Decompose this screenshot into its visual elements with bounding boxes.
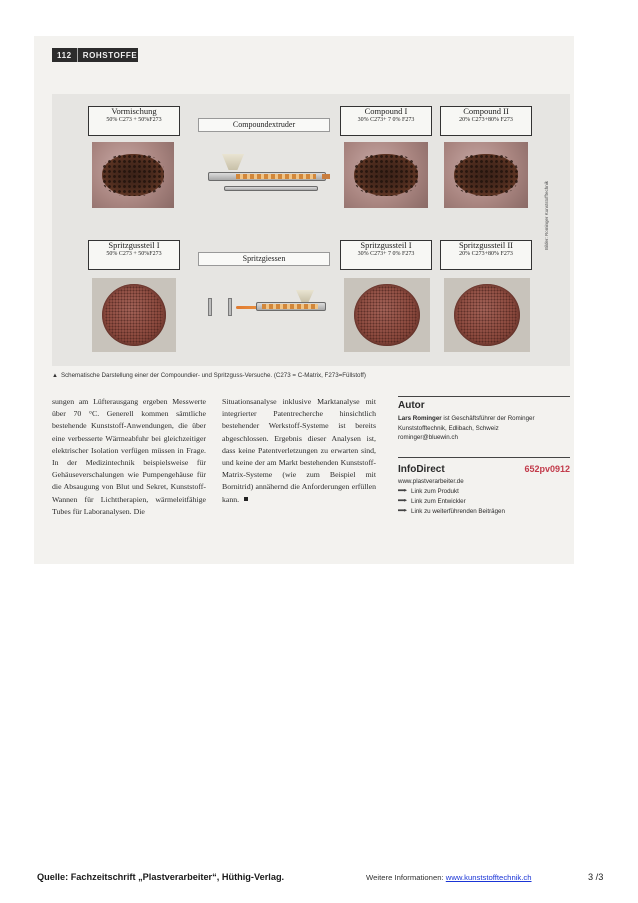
spritzguss1-label — [88, 240, 180, 270]
pellets-photo-compound1 — [344, 142, 428, 208]
spritzguss2-label — [440, 240, 532, 270]
arrow-icon — [398, 499, 407, 502]
link-item: Link zu weiterführenden Beiträgen — [398, 507, 570, 517]
spritzguss1b-sub: 30% C273+ 7 0% F273 — [357, 250, 415, 257]
vormischung-sub: 50% C273 + 50%F273 — [106, 116, 162, 123]
more-info-link[interactable]: www.kunststofftechnik.ch — [445, 873, 532, 882]
process-figure — [52, 94, 570, 366]
scanned-page — [34, 36, 574, 564]
figure-caption — [52, 372, 572, 379]
body-column-2 — [222, 396, 376, 506]
pellets-photo-vormischung — [92, 142, 174, 208]
triangle-icon: ▲ — [52, 373, 58, 379]
link-item: Link zum Entwickler — [398, 497, 570, 507]
link-item: Link zum Produkt — [398, 487, 570, 497]
spritzguss1b-title: Spritzgussteil I — [360, 240, 412, 250]
compound2-sub: 20% C273+80% F273 — [459, 116, 513, 123]
author-heading: Autor — [398, 400, 425, 411]
body-column-1 — [52, 396, 206, 518]
spritzguss1-title: Spritzgussteil I — [108, 240, 160, 250]
image-credit: Bilder: Rominger Kunststofftechnik — [544, 181, 549, 250]
infodirect-site: www.plastverarbeiter.de — [398, 477, 464, 485]
author-description: ist Geschäftsführer der Rominger Kunststofftechnik, Edlibach, Schweiz — [398, 415, 535, 432]
vormischung-title: Vormischung — [111, 106, 157, 116]
compound1-label — [340, 106, 432, 136]
sidebar-box — [398, 396, 570, 517]
page-number: 112 — [52, 48, 78, 62]
arrow-icon — [398, 489, 407, 492]
injection-machine-drawing — [202, 290, 332, 340]
author-name: Lars Rominger — [398, 415, 442, 422]
compound1-title: Compound I — [364, 106, 408, 116]
spritzguss1-sub: 50% C273 + 50%F273 — [106, 250, 162, 257]
author-bio — [398, 414, 570, 443]
more-info-label: Weitere Informationen: — [366, 873, 444, 882]
page-footer — [0, 869, 638, 887]
spritzguss2-title: Spritzgussteil II — [458, 240, 514, 250]
page-indicator: 3 /3 — [588, 872, 604, 882]
compound2-label — [440, 106, 532, 136]
author-email: rominger@bluewin.ch — [398, 434, 458, 442]
disc-photo-spritzguss1 — [92, 278, 176, 352]
source-citation: Quelle: Fachzeitschrift „Plastverarbeiter“, Hüthig-Verlag. — [37, 872, 285, 882]
extruder-drawing — [204, 150, 334, 210]
column1-text: sungen am Lüfterausgang ergeben Messwerte über 70 °C. Generell kommen sämtliche bestehende Kunststoff-Anwendungen, die über eine verbesserte Wärmeabfuhr bei gleichzeitiger elektrischer Isolation verfügen müssen in Frage. In der Medizintechnik beispielsweise für Gehäuseverschalungen wie Pumpengehäuse für die Absaugung von Blut und Sekret, Kunststoff-Wannen für Lichttherapien, wärmeleitfähige Tubes für Laboranalysen. Die — [52, 397, 206, 516]
more-info — [366, 873, 532, 882]
infodirect-code: 652pv0912 — [524, 463, 570, 474]
section-header — [52, 48, 138, 62]
end-mark-icon — [244, 497, 248, 501]
disc-photo-spritzguss2 — [444, 278, 530, 352]
vormischung-label — [88, 106, 180, 136]
pellets-photo-compound2 — [444, 142, 528, 208]
spritzgiessen-label: Spritzgiessen — [198, 252, 330, 266]
compoundextruder-label: Compoundextruder — [198, 118, 330, 132]
disc-photo-spritzguss1b — [344, 278, 430, 352]
compound1-sub: 30% C273+ 7 0% F273 — [357, 116, 415, 123]
arrow-icon — [398, 509, 407, 512]
section-title: ROHSTOFFE — [82, 50, 138, 60]
compound2-title: Compound II — [463, 106, 509, 116]
column2-text: Situationsanalyse inklusive Marktanalyse mit integrierter Patentrecherche hinsichtlich bestehender Werkstoff-Systeme ist bereits abgeschlossen. Ergebnis dieser Analysen ist, dass keine Patentverletzungen zu erwarten sind, und keine der am Markt bestehenden Kunststoff-Matrix-Systeme (wie zum Beispiel mit Bornitrid) annähernd die Anforderungen erfüllen kann. — [222, 397, 376, 504]
infodirect-links — [398, 477, 570, 517]
caption-text: Schematische Darstellung einer der Compoundier- und Spritzguss-Versuche. (C273 = C-Matrix, F273=Füllstoff) — [60, 372, 366, 379]
infodirect-heading: InfoDirect — [398, 463, 445, 475]
spritzguss2-sub: 20% C273+80% F273 — [459, 250, 513, 257]
spritzguss1b-label — [340, 240, 432, 270]
